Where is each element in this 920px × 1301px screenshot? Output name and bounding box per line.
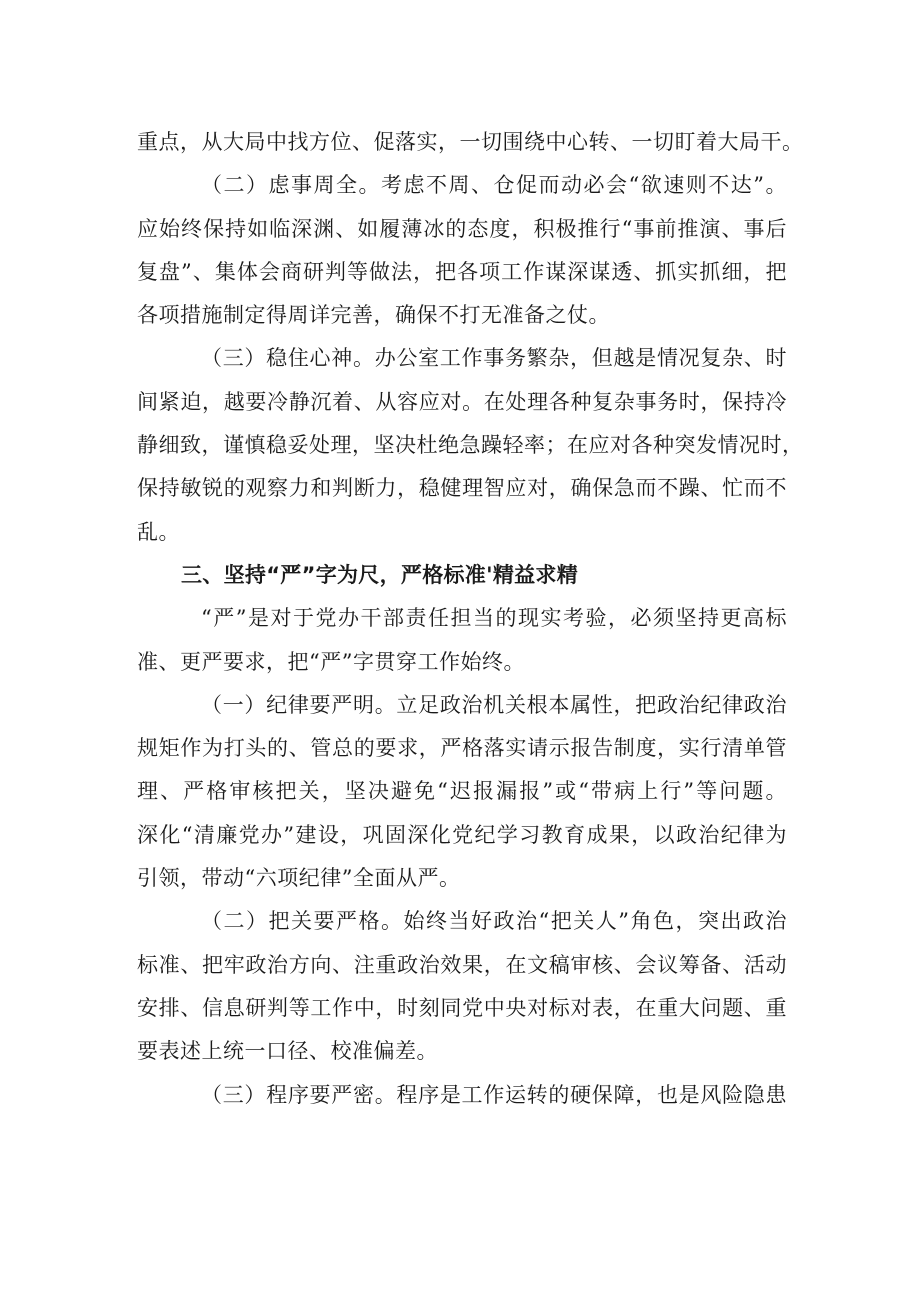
text-line: 间紧迫，越要冷静沉着、从容应对。在处理各种复杂事务时，保持冷 (137, 389, 787, 414)
text-line: （一）纪律要严明。立足政治机关根本属性，把政治纪律政治 (201, 692, 787, 717)
text-line: 安排、信息研判等工作中，时刻同党中央对标对表，在重大问题、重 (137, 995, 787, 1020)
text-line: 静细致，谨慎稳妥处理，坚决杜绝急躁轻率；在应对各种突发情况时， (137, 433, 804, 458)
text-line: 要表述上统一口径、校准偏差。 (137, 1039, 438, 1064)
text-line: （二）虑事周全。考虑不周、仓促而动必会“欲速则不达”。 (201, 173, 787, 198)
text-line: 引领，带动“六项纪律”全面从严。 (137, 866, 461, 891)
text-line: （二）把关要严格。始终当好政治“把关人”角色，突出政治 (201, 909, 787, 934)
text-line: 标准、把牢政治方向、注重政治效果，在文稿审核、会议筹备、活动 (137, 952, 787, 977)
text-line: 准、更严要求，把“严”字贯穿工作始终。 (137, 649, 525, 674)
text-line: （三）程序要严密。程序是工作运转的硬保障，也是风险隐患 (201, 1082, 787, 1107)
text-line: 重点，从大局中找方位、促落实，一切围绕中心转、一切盯着大局干。 (137, 130, 804, 154)
text-line: 理、严格审核把关，坚决避免“迟报漏报”或“带病上行”等问题。 (137, 779, 787, 804)
text-line: 规矩作为打头的、管总的要求，严格落实请示报告制度，实行清单管 (137, 736, 787, 761)
text-line: 乱。 (137, 519, 180, 544)
text-line: 各项措施制定得周详完善，确保不打无准备之仗。 (137, 303, 610, 328)
document-body (137, 121, 804, 1117)
text-line: “严”是对于党办干部责任担当的现实考验，必须坚持更高标 (201, 606, 787, 631)
text-line: 复盘”、集体会商研判等做法，把各项工作谋深谋透、抓实抓细，把 (137, 259, 787, 284)
section-heading: 三、坚持“严”字为尺，严格标准'精益求精 (181, 562, 579, 587)
text-line: 保持敏锐的观察力和判断力，稳健理智应对，确保急而不躁、忙而不 (137, 476, 787, 501)
text-line: 应始终保持如临深渊、如履薄冰的态度，积极推行“事前推演、事后 (137, 216, 787, 241)
text-line: 深化“清廉党办”建设，巩固深化党纪学习教育成果，以政治纪律为 (137, 822, 787, 847)
text-line: （三）稳住心神。办公室工作事务繁杂，但越是情况复杂、时 (201, 346, 787, 371)
